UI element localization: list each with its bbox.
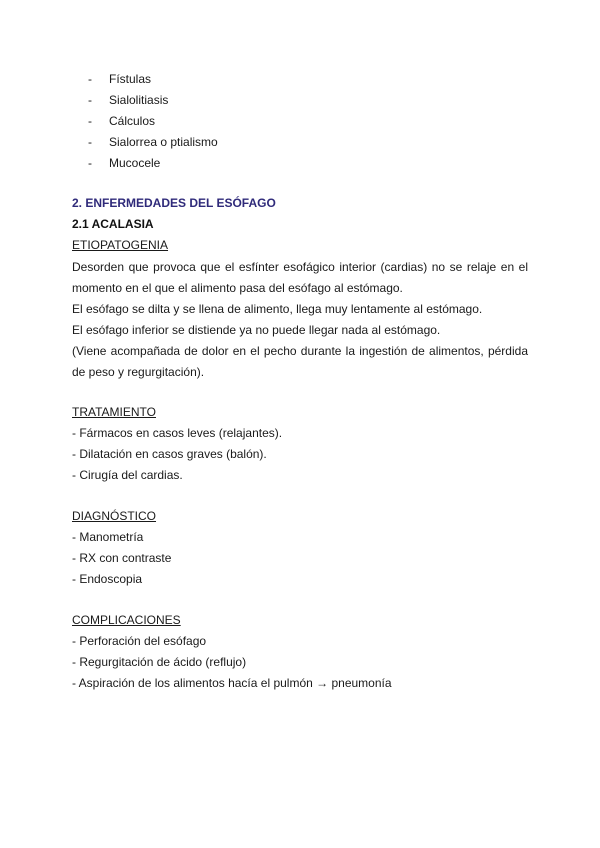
diagnostico-item: - Endoscopia xyxy=(72,572,143,586)
etiopatogenia-heading: ETIOPATOGENIA xyxy=(72,238,169,252)
list-item-text: Sialorrea o ptialismo xyxy=(109,135,218,149)
tratamiento-item: - Cirugía del cardias. xyxy=(72,468,183,482)
diagnostico-heading: DIAGNÓSTICO xyxy=(72,509,157,523)
list-item-text: Mucocele xyxy=(109,156,161,170)
etiopatogenia-paragraph: Desorden que provoca que el esfínter esofágico interior (cardias) no se relaje en el momento en el que el alimento pasa del esófago al estómago. xyxy=(72,260,528,295)
list-item xyxy=(88,154,218,175)
etiopatogenia-line: El esófago se dilta y se llena de alimento, llega muy lentamente al estómago. xyxy=(72,302,483,316)
bullet-marker: - xyxy=(88,156,92,170)
bullet-marker: - xyxy=(88,114,92,128)
spacer xyxy=(72,487,528,507)
section-title: 2. ENFERMEDADES DEL ESÓFAGO xyxy=(72,196,276,210)
list-item-text: Fístulas xyxy=(109,72,152,86)
spacer xyxy=(72,591,528,611)
list-item xyxy=(88,70,218,91)
tratamiento-item: - Fármacos en casos leves (relajantes). xyxy=(72,426,283,440)
bullet-marker: - xyxy=(88,93,92,107)
diagnostico-item: - Manometría xyxy=(72,530,144,544)
bullet-list xyxy=(88,70,218,175)
list-item-text: Cálculos xyxy=(109,114,156,128)
complicaciones-item: - Perforación del esófago xyxy=(72,634,207,648)
list-item xyxy=(88,112,218,133)
subsection-title: 2.1 ACALASIA xyxy=(72,217,154,231)
spacer xyxy=(72,383,528,403)
complicaciones-heading: COMPLICACIONES xyxy=(72,613,181,627)
list-item xyxy=(88,91,218,112)
complicaciones-item: - Aspiración de los alimentos hacía el pulmón → pneumonía xyxy=(72,676,392,690)
bullet-marker: - xyxy=(88,72,92,86)
complicaciones-item: - Regurgitación de ácido (reflujo) xyxy=(72,655,247,669)
main-content xyxy=(72,194,528,695)
list-item xyxy=(88,133,218,154)
etiopatogenia-line: El esófago inferior se distiende ya no puede llegar nada al estómago. xyxy=(72,323,441,337)
list-item-text: Sialolitiasis xyxy=(109,93,169,107)
tratamiento-heading: TRATAMIENTO xyxy=(72,405,156,419)
etiopatogenia-paragraph: (Viene acompañada de dolor en el pecho durante la ingestión de alimentos, pérdida de peso y regurgitación). xyxy=(72,344,528,379)
diagnostico-item: - RX con contraste xyxy=(72,551,172,565)
tratamiento-item: - Dilatación en casos graves (balón). xyxy=(72,447,267,461)
bullet-marker: - xyxy=(88,135,92,149)
